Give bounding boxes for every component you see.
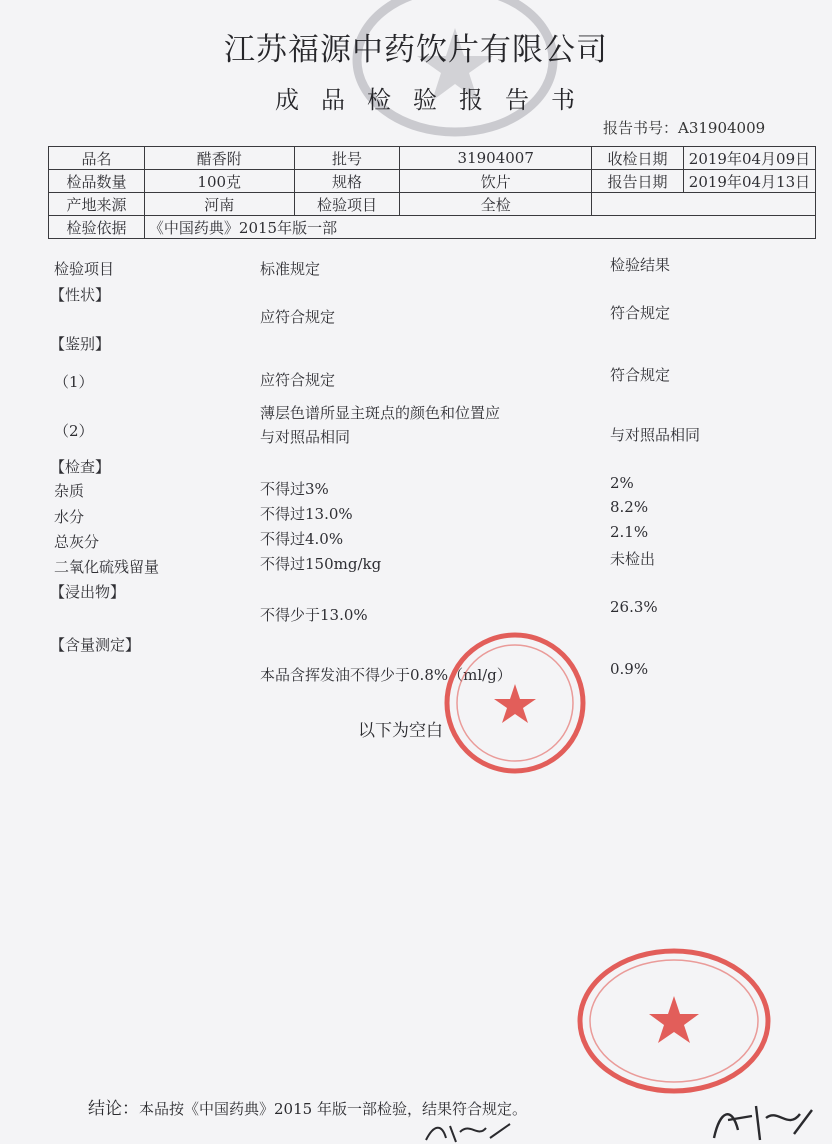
ash-result: 2.1% xyxy=(610,523,649,541)
origin-label: 产地来源 xyxy=(49,193,145,216)
identify-2-label: （2） xyxy=(54,422,94,440)
conclusion xyxy=(88,1094,527,1119)
extract-standard: 不得少于13.0% xyxy=(260,606,368,624)
col-header-item: 检验项目 xyxy=(54,260,115,278)
qty-label: 检品数量 xyxy=(49,170,145,193)
water-label: 水分 xyxy=(54,508,85,526)
basis-label: 检验依据 xyxy=(49,216,145,239)
character-result: 符合规定 xyxy=(610,304,671,322)
company-name: 江苏福源中药饮片有限公司 xyxy=(224,32,608,68)
col-header-standard: 标准规定 xyxy=(260,260,321,278)
impurity-standard: 不得过3% xyxy=(260,480,329,498)
impurity-label: 杂质 xyxy=(54,482,85,500)
assay-result: 0.9% xyxy=(610,660,649,678)
identify-1-result: 符合规定 xyxy=(610,366,671,384)
identify-2-standard-line1: 薄层色谱所显主斑点的颜色和位置应 xyxy=(260,404,501,422)
so2-result: 未检出 xyxy=(610,550,656,568)
item-label: 检验项目 xyxy=(294,193,400,216)
identify-2-result: 与对照品相同 xyxy=(610,426,701,444)
identify-1-standard: 应符合规定 xyxy=(260,371,336,389)
receive-date-label: 收检日期 xyxy=(592,147,684,170)
so2-standard: 不得过150mg/kg xyxy=(260,555,382,573)
receive-date-value: 2019年04月09日 xyxy=(683,147,815,170)
spec-value: 饮片 xyxy=(400,170,592,193)
ash-standard: 不得过4.0% xyxy=(260,530,344,548)
identify-1-label: （1） xyxy=(54,373,94,391)
section-identify: 【鉴别】 xyxy=(50,335,111,353)
report-date-value: 2019年04月13日 xyxy=(683,170,815,193)
section-check: 【检查】 xyxy=(50,458,111,476)
character-standard: 应符合规定 xyxy=(260,308,336,326)
red-seal-stamp xyxy=(440,628,590,778)
section-extract: 【浸出物】 xyxy=(50,583,126,601)
blank-below-note: 以下为空白 xyxy=(358,721,443,741)
origin-value: 河南 xyxy=(144,193,294,216)
document-title: 成品检验报告书 xyxy=(275,86,597,114)
extract-result: 26.3% xyxy=(610,598,658,616)
impurity-result: 2% xyxy=(610,474,634,492)
so2-label: 二氧化硫残留量 xyxy=(54,558,160,576)
quality-control-seal-stamp xyxy=(574,946,774,1096)
name-value: 醋香附 xyxy=(144,147,294,170)
identify-2-standard-line2: 与对照品相同 xyxy=(260,428,351,446)
batch-label: 批号 xyxy=(294,147,400,170)
section-character: 【性状】 xyxy=(50,286,111,304)
assay-standard: 本品含挥发油不得少于0.8%（ml/g） xyxy=(260,666,512,684)
spec-label: 规格 xyxy=(294,170,400,193)
approver-signature xyxy=(708,1100,818,1144)
conclusion-text: 本品按《中国药典》2015 年版一部检验，结果符合规定。 xyxy=(139,1100,527,1118)
water-result: 8.2% xyxy=(610,498,649,516)
batch-value: 31904007 xyxy=(400,147,592,170)
report-date-label: 报告日期 xyxy=(592,170,684,193)
section-assay: 【含量测定】 xyxy=(50,636,141,654)
report-number: 报告书号：A31904009 xyxy=(603,119,766,137)
qty-value: 100克 xyxy=(144,170,294,193)
name-label: 品名 xyxy=(49,147,145,170)
water-standard: 不得过13.0% xyxy=(260,505,353,523)
inspector-signature xyxy=(420,1118,530,1144)
conclusion-label: 结论： xyxy=(88,1099,139,1119)
ash-label: 总灰分 xyxy=(54,533,100,551)
col-header-result: 检验结果 xyxy=(610,256,671,274)
basis-value: 《中国药典》2015年版一部 xyxy=(144,216,815,239)
item-value: 全检 xyxy=(400,193,592,216)
